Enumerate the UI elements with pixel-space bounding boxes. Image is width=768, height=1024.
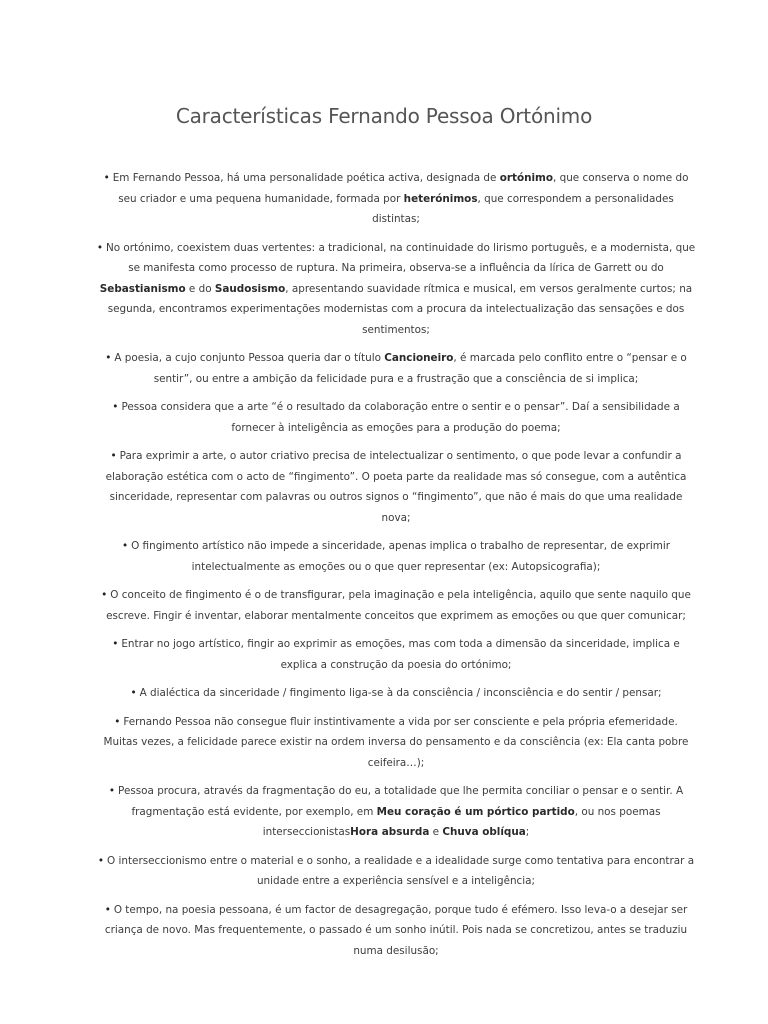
text-segment: A poesia, a cujo conjunto Pessoa queria dar o título xyxy=(114,352,385,364)
list-item xyxy=(96,168,696,230)
page-title: Características Fernando Pessoa Ortónimo xyxy=(175,104,593,128)
bold-term: Hora absurda xyxy=(350,826,430,838)
bullet-dot-icon: • xyxy=(103,172,110,184)
text-segment: Pessoa procura, através da fragmentação do eu, a totalidade que lhe permita conciliar o pensar e o sentir. A fragmentação está evidente, por exemplo, em xyxy=(118,785,684,818)
list-item xyxy=(96,536,696,577)
bullet-dot-icon: • xyxy=(108,785,116,797)
text-segment: Em Fernando Pessoa, há uma personalidade poética activa, designada de xyxy=(112,172,500,184)
bullet-dot-icon: • xyxy=(97,854,105,867)
bullet-dot-icon: • xyxy=(104,903,111,916)
list-item xyxy=(96,397,696,438)
bullet-dot-icon: • xyxy=(121,540,129,552)
bullet-dot-icon: • xyxy=(110,450,117,462)
text-segment: , apresentando suavidade rítmica e musical, em versos geralmente curtos; na segunda, encontramos experimentações modernistas com a procura da intelectualização das sensações e dos sentimentos; xyxy=(107,282,693,336)
bold-term: Meu coração é um pórtico partido xyxy=(376,805,575,818)
text-segment: A dialéctica da sinceridade / fingimento liga-se à da consciência / inconsciência e do sentir / pensar; xyxy=(139,687,662,699)
text-segment: O tempo, na poesia pessoana, é um factor de desagregação, porque tudo é efémero. Isso leva-o a desejar ser criança de novo. Mas frequentemente, o passado é um sonho inútil. Pois nada se concretizou, antes se traduziu numa desilusão; xyxy=(104,903,688,957)
list-item xyxy=(96,900,696,962)
bold-term: Chuva oblíqua xyxy=(442,826,526,838)
bold-term: heterónimos xyxy=(403,192,478,205)
bold-term: Cancioneiro xyxy=(384,352,454,364)
list-item xyxy=(96,634,696,675)
text-segment: No ortónimo, coexistem duas vertentes: a tradicional, na continuidade do lirismo português, e a modernista, que se manifesta como processo de ruptura. Na primeira, observa-se a influência da lírica de Garrett ou do xyxy=(105,241,696,274)
text-segment: , é marcada pelo conflito entre o “pensar e o sentir”, ou entre a ambição da felicidade pura e a frustração que a consciência de si implica; xyxy=(153,352,687,385)
bold-term: Sebastianismo xyxy=(99,282,186,295)
text-segment: Pessoa considera que a arte “é o resultado da colaboração entre o sentir e o pensar”. Daí a sensibilidade a fornecer à inteligência as emoções para a produção do poema; xyxy=(121,401,680,434)
list-item xyxy=(96,712,696,774)
bullet-dot-icon: • xyxy=(112,401,119,413)
list-item xyxy=(96,238,696,341)
text-segment: Entrar no jogo artístico, fingir ao exprimir as emoções, mas com toda a dimensão da sinceridade, implica e explica a construção da poesia do ortónimo; xyxy=(121,638,680,671)
bullet-list xyxy=(96,168,696,969)
text-segment: O interseccionismo entre o material e o sonho, a realidade e a idealidade surge como tentativa para encontrar a unidade entre a experiência sensível e a inteligência; xyxy=(107,854,695,887)
text-segment: O fingimento artístico não impede a sinceridade, apenas implica o trabalho de representar, de exprimir intelectualmente as emoções ou o que quer representar (ex: Autopsicografia); xyxy=(131,540,671,573)
list-item xyxy=(96,446,696,528)
list-item xyxy=(96,585,696,626)
bullet-dot-icon: • xyxy=(114,715,121,728)
bullet-dot-icon: • xyxy=(96,241,103,254)
bullet-dot-icon: • xyxy=(112,638,119,650)
text-segment: e do xyxy=(185,282,215,295)
bold-term: ortónimo xyxy=(499,172,554,184)
list-item xyxy=(96,851,696,892)
bullet-dot-icon: • xyxy=(101,589,108,601)
list-item xyxy=(96,781,696,843)
text-segment: , que correspondem a personalidades distintas; xyxy=(372,192,674,225)
bullet-dot-icon: • xyxy=(130,687,137,699)
text-segment: , ou nos poemas interseccionistas xyxy=(262,805,661,838)
text-segment: , que conserva o nome do seu criador e uma pequena humanidade, formada por xyxy=(118,172,689,205)
text-segment: O conceito de fingimento é o de transfigurar, pela imaginação e pela inteligência, aquilo que sente naquilo que escreve. Fingir é inventar, elaborar mentalmente conceitos que exprimem as emoções ou que quer comunicar; xyxy=(106,589,691,622)
list-item xyxy=(96,348,696,389)
text-segment: Para exprimir a arte, o autor criativo precisa de intelectualizar o sentimento, o que pode levar a confundir a elaboração estética com o acto de “fingimento”. O poeta parte da realidade mas só consegue, com a autêntica sinceridade, representar com palavras ou outros signos o “fingimento”, que não é mais do que uma realidade nova; xyxy=(105,450,687,524)
text-segment: ; xyxy=(525,826,530,838)
text-segment: e xyxy=(429,826,443,838)
list-item xyxy=(96,683,696,704)
text-segment: Fernando Pessoa não consegue fluir instintivamente a vida por ser consciente e pela própria efemeridade. Muitas vezes, a felicidade parece existir na ordem inversa do pensamento e da consciência (ex: Ela canta pobre ceifeira…); xyxy=(103,715,689,769)
bullet-dot-icon: • xyxy=(105,352,112,364)
bold-term: Saudosismo xyxy=(214,282,286,295)
